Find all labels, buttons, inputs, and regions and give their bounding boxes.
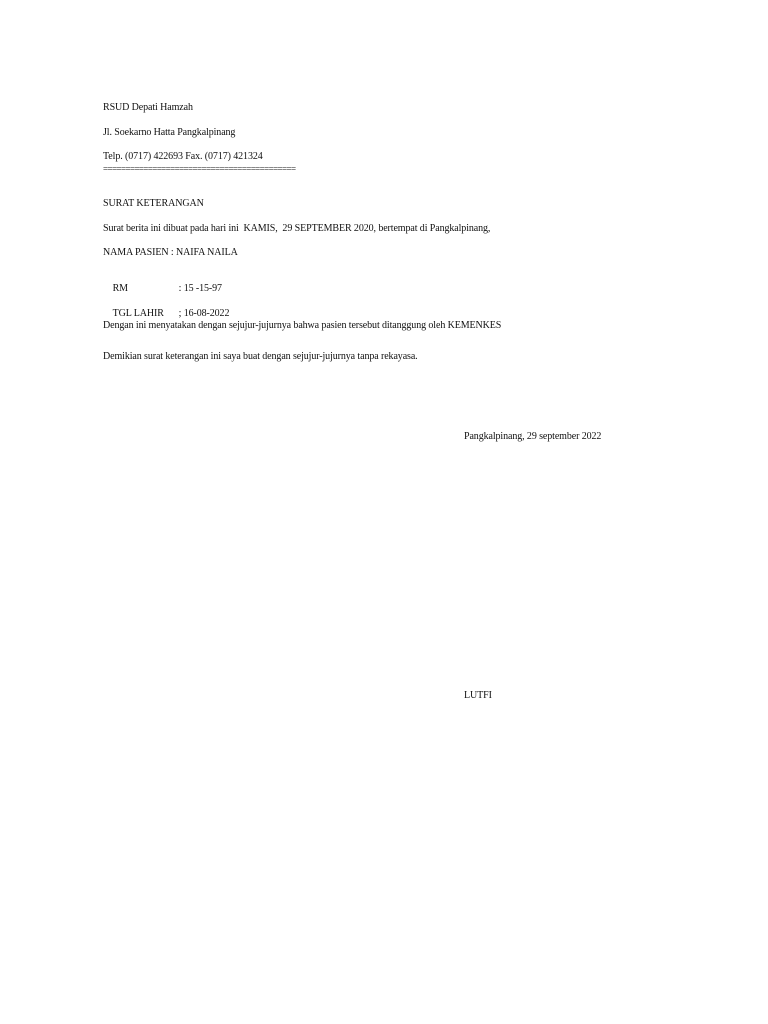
hospital-address: Jl. Soekarno Hatta Pangkalpinang [103,127,236,138]
hospital-contact: Telp. (0717) 422693 Fax. (0717) 421324 [103,151,263,162]
rm-label: RM [112,283,128,294]
patient-name: NAMA PASIEN : NAIFA NAILA [103,247,238,258]
signatory-name: LUTFI [464,690,492,701]
statement-paragraph: Dengan ini menyatakan dengan sejujur-jujurnya bahwa pasien tersebut ditanggung oleh KEMENKES [103,320,502,331]
closing-paragraph: Demikian surat keterangan ini saya buat dengan sejujur-jujurnya tanpa rekayasa. [103,351,418,362]
place-date: Pangkalpinang, 29 september 2022 [464,431,602,442]
dob-value: ; 16-08-2022 [178,308,230,319]
intro-paragraph: Surat berita ini dibuat pada hari ini KAMIS, 29 SEPTEMBER 2020, bertempat di Pangkalpinang, [103,223,491,234]
hospital-name: RSUD Depati Hamzah [103,102,193,113]
dob-label: TGL LAHIR [112,308,164,319]
rm-value: : 15 -15-97 [178,283,222,294]
header-separator: =========================================== [103,164,296,174]
letter-title: SURAT KETERANGAN [103,198,204,209]
